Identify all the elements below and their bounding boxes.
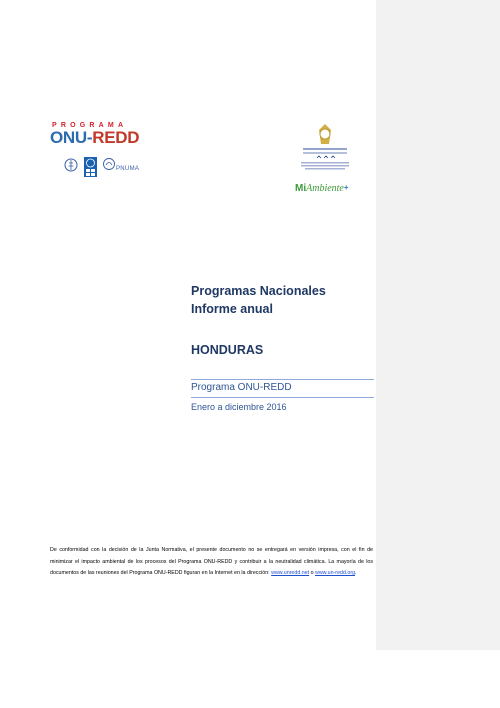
honduras-coat-of-arms-icon	[295, 120, 355, 172]
footnote-end: .	[355, 570, 357, 576]
logo-onu-part: ONU-	[50, 128, 93, 147]
pnuma-label: PNUMA	[116, 166, 140, 172]
program-subtitle: Programa ONU-REDD	[191, 382, 292, 393]
title-block	[191, 282, 326, 318]
logo-programa-text: PROGRAMA	[52, 122, 128, 129]
miambiente-ambiente: Ambiente	[306, 183, 344, 194]
footnote-sep: o	[309, 570, 315, 576]
fao-logo-icon	[64, 157, 78, 175]
miambiente-logo	[295, 183, 349, 194]
footnote-text: De conformidad con la decisión de la Junta Normativa, el presente documento no se entregará en versión impresa, con el fin de minimizar el impacto ambiental de los procesos del Programa ONU-REDD y contribuir a la neutralidad climática. La mayoría de los documentos de las reuniones del Programa ONU-REDD figuran en la Internet en la dirección:	[50, 547, 373, 576]
link-unredd-net[interactable]: www.unredd.net	[271, 570, 310, 576]
link-un-redd-org[interactable]: www.un-redd.org	[315, 570, 356, 576]
rule-bottom	[191, 397, 374, 398]
rule-top	[191, 379, 374, 380]
footnote	[50, 545, 373, 580]
title-line1: Programas Nacionales	[191, 284, 326, 298]
period-subtitle: Enero a diciembre 2016	[191, 402, 287, 412]
agency-logos	[64, 157, 144, 179]
country-title: HONDURAS	[191, 343, 264, 357]
comment-pane-bottom	[376, 650, 500, 708]
miambiente-mi: Mi	[295, 183, 307, 194]
logo-redd-part: REDD	[92, 128, 140, 147]
miambiente-plus: +	[343, 183, 349, 192]
pnuma-logo-icon	[102, 157, 116, 173]
logo-onu-redd-text	[50, 128, 139, 148]
title-line2: Informe anual	[191, 302, 273, 316]
undp-logo-icon	[84, 157, 97, 177]
comment-pane	[376, 0, 500, 650]
honduras-government-logo	[295, 120, 355, 200]
